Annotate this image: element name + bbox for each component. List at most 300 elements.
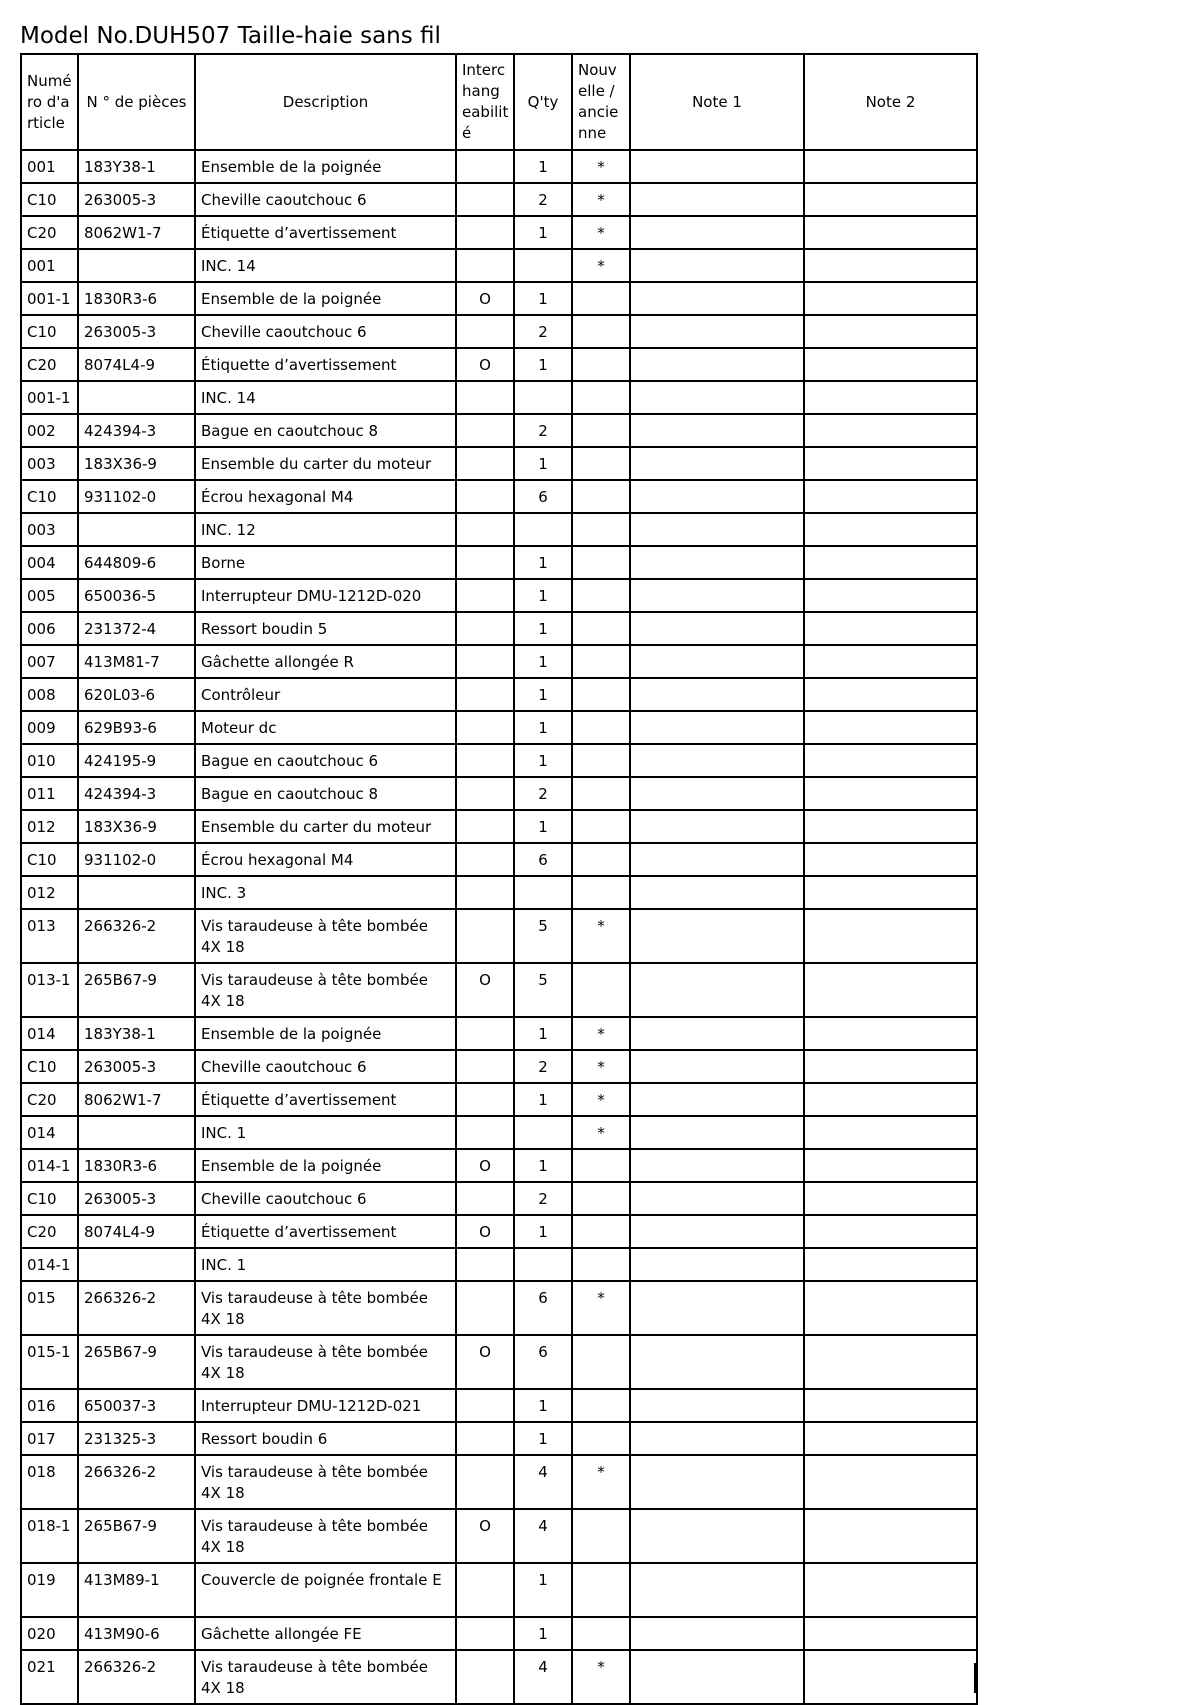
- cell-item-no: C10: [21, 1182, 78, 1215]
- header-row: [21, 54, 977, 150]
- cell-description: Écrou hexagonal M4: [195, 480, 456, 513]
- cell-part-no: 231325-3: [78, 1422, 195, 1455]
- cell-note2: [804, 1215, 977, 1248]
- cell-description: Cheville caoutchouc 6: [195, 1182, 456, 1215]
- cell-part-no: 1830R3-6: [78, 1149, 195, 1182]
- cell-item-no: C20: [21, 1215, 78, 1248]
- cell-item-no: C10: [21, 1050, 78, 1083]
- cell-part-no: 644809-6: [78, 546, 195, 579]
- cell-part-no: 183X36-9: [78, 810, 195, 843]
- cell-interchangeability: [456, 909, 514, 963]
- header-interchangeability: Interc hang eabilit é: [456, 54, 514, 150]
- cell-note2: [804, 1335, 977, 1389]
- cell-new-old: [572, 348, 630, 381]
- cell-new-old: *: [572, 909, 630, 963]
- cell-note2: [804, 1281, 977, 1335]
- cell-item-no: 014-1: [21, 1149, 78, 1182]
- table-row: [21, 480, 977, 513]
- cell-item-no: 013-1: [21, 963, 78, 1017]
- cell-qty: 2: [514, 1050, 572, 1083]
- table-row: [21, 381, 977, 414]
- cell-interchangeability: [456, 447, 514, 480]
- cell-new-old: [572, 315, 630, 348]
- cell-note1: [630, 678, 804, 711]
- table-row: [21, 414, 977, 447]
- cell-description: Vis taraudeuse à tête bombée 4X 18: [195, 1650, 456, 1704]
- cell-part-no: 263005-3: [78, 1050, 195, 1083]
- cell-description: Bague en caoutchouc 8: [195, 414, 456, 447]
- cell-description: Interrupteur DMU-1212D-021: [195, 1389, 456, 1422]
- cell-part-no: 931102-0: [78, 843, 195, 876]
- cell-interchangeability: [456, 546, 514, 579]
- cell-note1: [630, 150, 804, 183]
- cell-item-no: C20: [21, 348, 78, 381]
- cell-note2: [804, 843, 977, 876]
- cell-note1: [630, 315, 804, 348]
- cell-new-old: [572, 1422, 630, 1455]
- header-item-no: Numé ro d'a rticle: [21, 54, 78, 150]
- cell-note1: [630, 1083, 804, 1116]
- cell-description: Vis taraudeuse à tête bombée 4X 18: [195, 1455, 456, 1509]
- cell-note2: [804, 546, 977, 579]
- cell-item-no: C10: [21, 315, 78, 348]
- cell-note2: [804, 216, 977, 249]
- cell-note2: [804, 1116, 977, 1149]
- cell-description: Écrou hexagonal M4: [195, 843, 456, 876]
- table-row: [21, 348, 977, 381]
- table-row: [21, 810, 977, 843]
- cell-description: INC. 1: [195, 1248, 456, 1281]
- cell-new-old: [572, 1389, 630, 1422]
- cell-part-no: 413M81-7: [78, 645, 195, 678]
- cell-description: INC. 14: [195, 249, 456, 282]
- cell-qty: 1: [514, 810, 572, 843]
- cell-description: Borne: [195, 546, 456, 579]
- cell-note2: [804, 678, 977, 711]
- cell-qty: 1: [514, 447, 572, 480]
- page-title: Model No.DUH507 Taille-haie sans fil: [20, 23, 441, 49]
- cell-item-no: 013: [21, 909, 78, 963]
- header-qty: Q'ty: [514, 54, 572, 150]
- cell-note2: [804, 1455, 977, 1509]
- table-row: [21, 612, 977, 645]
- cell-interchangeability: [456, 513, 514, 546]
- cell-new-old: [572, 447, 630, 480]
- cell-qty: 2: [514, 1182, 572, 1215]
- cell-interchangeability: [456, 1083, 514, 1116]
- cell-qty: 1: [514, 1389, 572, 1422]
- cell-item-no: 003: [21, 513, 78, 546]
- cell-qty: [514, 1116, 572, 1149]
- cell-interchangeability: O: [456, 1215, 514, 1248]
- cell-description: Étiquette d’avertissement: [195, 348, 456, 381]
- cell-interchangeability: [456, 711, 514, 744]
- cell-description: Cheville caoutchouc 6: [195, 183, 456, 216]
- cell-description: Étiquette d’avertissement: [195, 216, 456, 249]
- cell-note2: [804, 447, 977, 480]
- table-row: [21, 513, 977, 546]
- cell-qty: 4: [514, 1509, 572, 1563]
- cell-new-old: [572, 963, 630, 1017]
- cell-part-no: 629B93-6: [78, 711, 195, 744]
- cell-new-old: *: [572, 1050, 630, 1083]
- cell-qty: 4: [514, 1455, 572, 1509]
- cell-new-old: *: [572, 249, 630, 282]
- cell-new-old: [572, 612, 630, 645]
- cell-qty: 1: [514, 1215, 572, 1248]
- header-new-old: Nouv elle / ancie nne: [572, 54, 630, 150]
- cell-item-no: C10: [21, 480, 78, 513]
- header-note1: Note 1: [630, 54, 804, 150]
- cell-new-old: [572, 480, 630, 513]
- cell-note2: [804, 612, 977, 645]
- cell-description: Étiquette d’avertissement: [195, 1215, 456, 1248]
- cell-item-no: 012: [21, 876, 78, 909]
- header-note2: Note 2: [804, 54, 977, 150]
- cell-item-no: 003: [21, 447, 78, 480]
- cell-description: Ressort boudin 5: [195, 612, 456, 645]
- cell-new-old: [572, 876, 630, 909]
- cell-qty: 6: [514, 480, 572, 513]
- cell-interchangeability: [456, 678, 514, 711]
- cell-description: Ensemble de la poignée: [195, 282, 456, 315]
- cell-note2: [804, 282, 977, 315]
- cell-note2: [804, 810, 977, 843]
- cell-part-no: 263005-3: [78, 183, 195, 216]
- cell-interchangeability: [456, 315, 514, 348]
- cell-item-no: 015: [21, 1281, 78, 1335]
- cell-item-no: 011: [21, 777, 78, 810]
- cell-part-no: 424394-3: [78, 777, 195, 810]
- cell-new-old: [572, 1149, 630, 1182]
- cell-description: Ensemble du carter du moteur: [195, 810, 456, 843]
- cell-note2: [804, 513, 977, 546]
- cell-interchangeability: [456, 414, 514, 447]
- cell-qty: 1: [514, 711, 572, 744]
- cell-note1: [630, 513, 804, 546]
- cell-new-old: [572, 381, 630, 414]
- cell-item-no: 019: [21, 1563, 78, 1617]
- cell-description: Ensemble de la poignée: [195, 1017, 456, 1050]
- cell-interchangeability: [456, 150, 514, 183]
- cell-note1: [630, 1050, 804, 1083]
- cell-interchangeability: [456, 381, 514, 414]
- cell-item-no: C10: [21, 183, 78, 216]
- cell-part-no: 931102-0: [78, 480, 195, 513]
- cell-note1: [630, 249, 804, 282]
- table-row: [21, 1281, 977, 1335]
- cell-part-no: 183Y38-1: [78, 1017, 195, 1050]
- cell-interchangeability: [456, 216, 514, 249]
- cell-note2: [804, 480, 977, 513]
- cell-new-old: [572, 810, 630, 843]
- cell-part-no: 266326-2: [78, 1455, 195, 1509]
- cell-interchangeability: [456, 744, 514, 777]
- cell-interchangeability: O: [456, 1335, 514, 1389]
- cell-new-old: *: [572, 1455, 630, 1509]
- cell-item-no: 014: [21, 1116, 78, 1149]
- cell-note2: [804, 744, 977, 777]
- cell-part-no: 8062W1-7: [78, 216, 195, 249]
- cell-note1: [630, 1509, 804, 1563]
- table-row: [21, 1215, 977, 1248]
- cell-note2: [804, 348, 977, 381]
- header-part-no: N ° de pièces: [78, 54, 195, 150]
- cell-note1: [630, 963, 804, 1017]
- cell-part-no: 266326-2: [78, 909, 195, 963]
- cell-qty: 1: [514, 348, 572, 381]
- cell-description: Moteur dc: [195, 711, 456, 744]
- cell-note1: [630, 1389, 804, 1422]
- cell-qty: [514, 249, 572, 282]
- cell-interchangeability: [456, 183, 514, 216]
- table-row: [21, 909, 977, 963]
- table-row: [21, 645, 977, 678]
- cell-description: Bague en caoutchouc 8: [195, 777, 456, 810]
- table-row: [21, 1182, 977, 1215]
- cell-note1: [630, 1563, 804, 1617]
- cell-part-no: 183Y38-1: [78, 150, 195, 183]
- cell-item-no: 001: [21, 249, 78, 282]
- cell-interchangeability: [456, 1563, 514, 1617]
- table-row: [21, 1617, 977, 1650]
- cell-qty: 1: [514, 678, 572, 711]
- cell-qty: 1: [514, 216, 572, 249]
- cell-new-old: *: [572, 216, 630, 249]
- cell-note2: [804, 777, 977, 810]
- cell-new-old: [572, 1563, 630, 1617]
- table-row: [21, 579, 977, 612]
- table-continuation: [20, 1663, 976, 1693]
- cell-note1: [630, 876, 804, 909]
- cell-item-no: 017: [21, 1422, 78, 1455]
- cell-note1: [630, 1335, 804, 1389]
- cell-note2: [804, 315, 977, 348]
- cell-interchangeability: [456, 876, 514, 909]
- cell-item-no: 018-1: [21, 1509, 78, 1563]
- cell-qty: 1: [514, 579, 572, 612]
- cell-item-no: 014: [21, 1017, 78, 1050]
- table-row: [21, 1017, 977, 1050]
- cell-part-no: [78, 381, 195, 414]
- cell-description: Ensemble de la poignée: [195, 1149, 456, 1182]
- cell-note1: [630, 1281, 804, 1335]
- cell-item-no: 010: [21, 744, 78, 777]
- cell-item-no: C10: [21, 843, 78, 876]
- cell-new-old: [572, 414, 630, 447]
- cell-description: Ensemble de la poignée: [195, 150, 456, 183]
- cell-new-old: [572, 282, 630, 315]
- cell-note2: [804, 1617, 977, 1650]
- cell-item-no: 015-1: [21, 1335, 78, 1389]
- table-row: [21, 1083, 977, 1116]
- cell-note1: [630, 348, 804, 381]
- cell-part-no: 265B67-9: [78, 1509, 195, 1563]
- table-row: [21, 1050, 977, 1083]
- cell-description: INC. 12: [195, 513, 456, 546]
- cell-item-no: 008: [21, 678, 78, 711]
- cell-item-no: 001-1: [21, 282, 78, 315]
- cell-part-no: 8074L4-9: [78, 1215, 195, 1248]
- cell-description: Étiquette d’avertissement: [195, 1083, 456, 1116]
- cell-note2: [804, 150, 977, 183]
- table-row: [21, 843, 977, 876]
- cell-description: Gâchette allongée R: [195, 645, 456, 678]
- cell-note1: [630, 183, 804, 216]
- cell-qty: [514, 381, 572, 414]
- cell-note1: [630, 579, 804, 612]
- cell-interchangeability: O: [456, 1509, 514, 1563]
- cell-interchangeability: [456, 810, 514, 843]
- cell-description: Cheville caoutchouc 6: [195, 315, 456, 348]
- cell-interchangeability: [456, 843, 514, 876]
- cell-part-no: 231372-4: [78, 612, 195, 645]
- cell-part-no: 263005-3: [78, 1182, 195, 1215]
- cell-new-old: [572, 1215, 630, 1248]
- cell-qty: [514, 1248, 572, 1281]
- cell-part-no: 413M89-1: [78, 1563, 195, 1617]
- table-row: [21, 150, 977, 183]
- cell-qty: 6: [514, 1335, 572, 1389]
- cell-qty: 1: [514, 282, 572, 315]
- cell-part-no: 263005-3: [78, 315, 195, 348]
- cell-note2: [804, 1509, 977, 1563]
- table-row: [21, 711, 977, 744]
- cell-note2: [804, 1017, 977, 1050]
- cell-note2: [804, 1563, 977, 1617]
- table-row: [21, 1563, 977, 1617]
- cell-description: INC. 3: [195, 876, 456, 909]
- cell-note2: [804, 1248, 977, 1281]
- cell-note1: [630, 480, 804, 513]
- cell-qty: 1: [514, 1083, 572, 1116]
- cell-note1: [630, 909, 804, 963]
- cell-part-no: [78, 876, 195, 909]
- cell-note1: [630, 1116, 804, 1149]
- cell-item-no: C20: [21, 1083, 78, 1116]
- cell-note1: [630, 1455, 804, 1509]
- cell-qty: 1: [514, 744, 572, 777]
- cell-part-no: [78, 1116, 195, 1149]
- cell-qty: 1: [514, 1422, 572, 1455]
- cell-part-no: 424394-3: [78, 414, 195, 447]
- table-row: [21, 876, 977, 909]
- cell-item-no: 012: [21, 810, 78, 843]
- cell-note2: [804, 876, 977, 909]
- cell-description: Contrôleur: [195, 678, 456, 711]
- cell-description: INC. 1: [195, 1116, 456, 1149]
- cell-interchangeability: [456, 777, 514, 810]
- cell-description: Vis taraudeuse à tête bombée 4X 18: [195, 1509, 456, 1563]
- cell-qty: 1: [514, 150, 572, 183]
- cell-item-no: 009: [21, 711, 78, 744]
- cell-item-no: 001-1: [21, 381, 78, 414]
- cell-note2: [804, 645, 977, 678]
- cell-description: Couvercle de poignée frontale E: [195, 1563, 456, 1617]
- cell-interchangeability: O: [456, 963, 514, 1017]
- cell-description: Gâchette allongée FE: [195, 1617, 456, 1650]
- cell-note2: [804, 579, 977, 612]
- cell-new-old: [572, 546, 630, 579]
- cell-interchangeability: [456, 1248, 514, 1281]
- cell-qty: [514, 876, 572, 909]
- cell-description: Vis taraudeuse à tête bombée 4X 18: [195, 963, 456, 1017]
- cell-note2: [804, 909, 977, 963]
- cell-qty: 5: [514, 963, 572, 1017]
- cell-qty: 4: [514, 1650, 572, 1704]
- cell-new-old: *: [572, 150, 630, 183]
- cell-part-no: 183X36-9: [78, 447, 195, 480]
- cell-interchangeability: [456, 1617, 514, 1650]
- header-description: Description: [195, 54, 456, 150]
- cell-part-no: 8074L4-9: [78, 348, 195, 381]
- cell-note1: [630, 216, 804, 249]
- cell-new-old: [572, 1617, 630, 1650]
- cell-qty: 2: [514, 183, 572, 216]
- cell-part-no: 650037-3: [78, 1389, 195, 1422]
- cell-description: Cheville caoutchouc 6: [195, 1050, 456, 1083]
- cell-interchangeability: O: [456, 1149, 514, 1182]
- table-row: [21, 249, 977, 282]
- cell-qty: 2: [514, 414, 572, 447]
- cell-interchangeability: [456, 1281, 514, 1335]
- cell-new-old: [572, 678, 630, 711]
- cell-description: Vis taraudeuse à tête bombée 4X 18: [195, 909, 456, 963]
- cell-part-no: 424195-9: [78, 744, 195, 777]
- cell-note1: [630, 1182, 804, 1215]
- cell-item-no: 021: [21, 1650, 78, 1704]
- cell-part-no: [78, 249, 195, 282]
- cell-note1: [630, 777, 804, 810]
- cell-part-no: 266326-2: [78, 1281, 195, 1335]
- table-row: [21, 1389, 977, 1422]
- cell-new-old: [572, 843, 630, 876]
- cell-item-no: 016: [21, 1389, 78, 1422]
- cell-qty: 1: [514, 612, 572, 645]
- cell-note1: [630, 414, 804, 447]
- cell-new-old: *: [572, 1017, 630, 1050]
- cell-new-old: *: [572, 1116, 630, 1149]
- cell-new-old: *: [572, 1281, 630, 1335]
- table-row: [21, 1149, 977, 1182]
- cell-note2: [804, 1389, 977, 1422]
- parts-table-body: [21, 150, 977, 1704]
- cell-item-no: 007: [21, 645, 78, 678]
- cell-interchangeability: [456, 645, 514, 678]
- cell-note2: [804, 381, 977, 414]
- cell-note1: [630, 1422, 804, 1455]
- cell-part-no: [78, 513, 195, 546]
- cell-part-no: 265B67-9: [78, 963, 195, 1017]
- table-row: [21, 216, 977, 249]
- cell-item-no: 001: [21, 150, 78, 183]
- cell-item-no: C20: [21, 216, 78, 249]
- cell-new-old: [572, 579, 630, 612]
- cell-item-no: 005: [21, 579, 78, 612]
- cell-qty: 6: [514, 1281, 572, 1335]
- cell-item-no: 004: [21, 546, 78, 579]
- cell-interchangeability: [456, 1455, 514, 1509]
- cell-new-old: [572, 744, 630, 777]
- cell-description: Bague en caoutchouc 6: [195, 744, 456, 777]
- cell-part-no: [78, 1248, 195, 1281]
- cell-note1: [630, 1215, 804, 1248]
- cell-note1: [630, 1149, 804, 1182]
- cell-qty: 1: [514, 546, 572, 579]
- cell-qty: 1: [514, 1617, 572, 1650]
- parts-table: [20, 53, 978, 1705]
- table-row: [21, 744, 977, 777]
